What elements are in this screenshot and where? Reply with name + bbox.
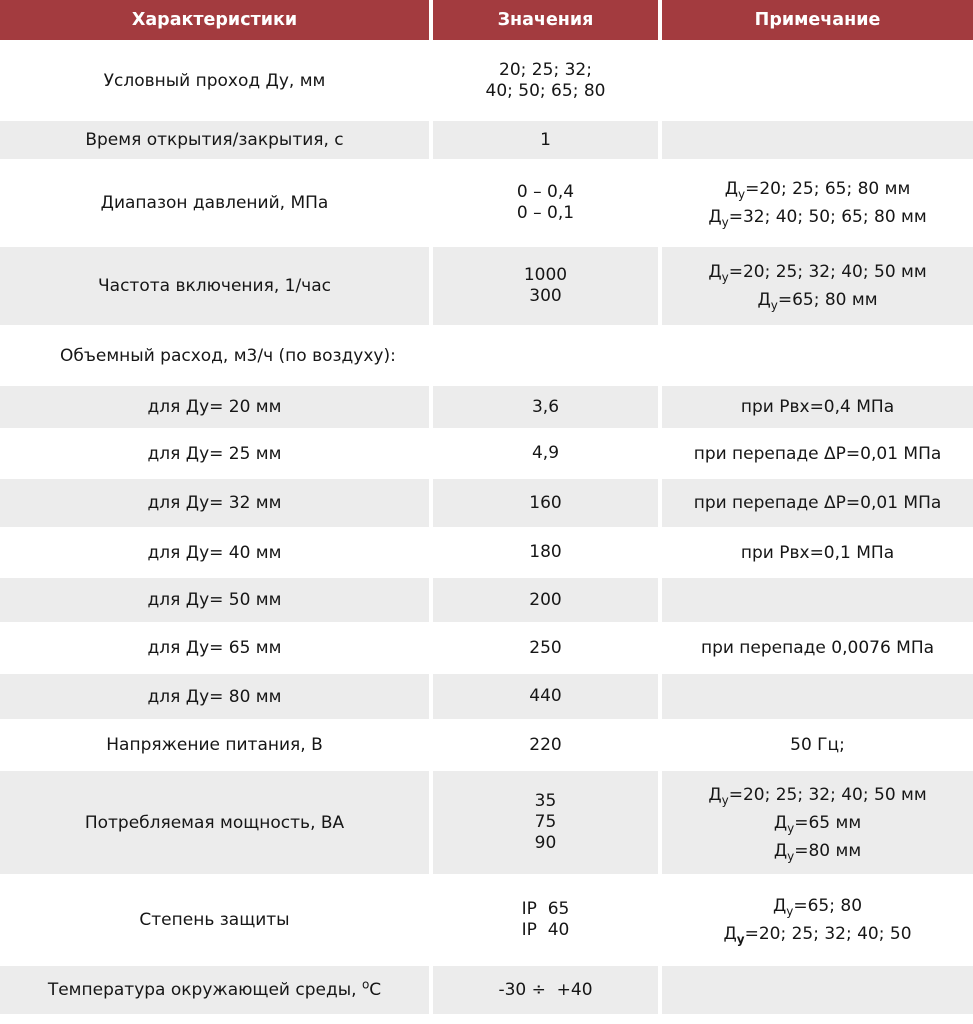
cell-text-line: 200 bbox=[529, 589, 562, 610]
cell-text-line: при перепаде 0,0076 МПа bbox=[700, 638, 935, 658]
cell-text-line: 220 bbox=[529, 734, 562, 755]
cell-text-line: 75 bbox=[534, 812, 557, 832]
cell-text-line: Частота включения, 1/час bbox=[98, 276, 331, 296]
cell-text-line: для Ду= 20 мм bbox=[147, 397, 282, 417]
cell-text-line: 20; 25; 32; bbox=[499, 59, 592, 80]
note-cell bbox=[662, 771, 973, 874]
cell-text-line: 1000 bbox=[523, 265, 568, 285]
value-cell bbox=[433, 578, 658, 622]
cell-text-line: для Ду= 25 мм bbox=[147, 443, 282, 464]
cell-text-line: 250 bbox=[529, 637, 562, 658]
table-row bbox=[0, 479, 973, 527]
characteristic-cell bbox=[0, 162, 429, 244]
characteristic-cell bbox=[0, 328, 429, 383]
value-cell bbox=[433, 966, 658, 1014]
cell-text-line: $Д_у=80$ мм bbox=[773, 840, 862, 863]
cell-text-line: при Рвх=0,1 МПа bbox=[740, 542, 895, 563]
cell-text-line: Условный проход Ду, мм bbox=[103, 70, 326, 91]
characteristic-cell bbox=[0, 722, 429, 768]
value-cell bbox=[433, 121, 658, 159]
characteristic-cell bbox=[0, 530, 429, 575]
table-row bbox=[0, 162, 973, 244]
table-row bbox=[0, 674, 973, 719]
characteristic-cell bbox=[0, 479, 429, 527]
characteristic-cell bbox=[0, 877, 429, 963]
cell-text-line: Время открытия/закрытия, с bbox=[85, 130, 344, 150]
value-cell bbox=[433, 386, 658, 428]
cell-text-line: 0 – 0,4 bbox=[516, 182, 575, 202]
header-notes: Примечание bbox=[662, 0, 973, 40]
value-cell bbox=[433, 43, 658, 118]
table-row bbox=[0, 771, 973, 874]
cell-text-line: Температура окружающей среды, $^о$С bbox=[47, 977, 382, 1000]
cell-text-line: Напряжение питания, В bbox=[106, 735, 323, 755]
table-body bbox=[0, 43, 973, 1014]
cell-text-line: 0 – 0,1 bbox=[516, 203, 575, 223]
cell-text-line: при Рвх=0,4 МПа bbox=[740, 397, 895, 417]
cell-text-line: $Д_у=32$; 40; 50; 65; 80 мм bbox=[708, 207, 927, 230]
note-cell bbox=[662, 121, 973, 159]
cell-text-line: для Ду= 40 мм bbox=[147, 542, 282, 563]
table-row bbox=[0, 431, 973, 476]
value-cell bbox=[433, 722, 658, 768]
cell-text-line: при перепаде ΔР=0,01 МПа bbox=[693, 443, 942, 464]
table-row bbox=[0, 722, 973, 768]
characteristic-cell bbox=[0, 578, 429, 622]
value-cell bbox=[433, 328, 658, 383]
cell-text-line: для Ду= 50 мм bbox=[147, 590, 282, 610]
note-cell bbox=[662, 722, 973, 768]
characteristic-cell bbox=[0, 43, 429, 118]
characteristic-cell bbox=[0, 431, 429, 476]
value-cell bbox=[433, 162, 658, 244]
note-cell bbox=[662, 479, 973, 527]
cell-text-line: $Д_у=65$; 80 bbox=[772, 896, 863, 919]
cell-text-line: 440 bbox=[529, 686, 562, 706]
header-values: Значения bbox=[433, 0, 658, 40]
cell-text-line: -30 ÷ +40 bbox=[498, 979, 593, 1000]
cell-text-line: 180 bbox=[529, 542, 562, 562]
cell-text-line: Степень защиты bbox=[139, 910, 290, 930]
header-characteristics: Характеристики bbox=[0, 0, 429, 40]
table-row bbox=[0, 43, 973, 118]
characteristic-cell bbox=[0, 771, 429, 874]
characteristic-cell bbox=[0, 121, 429, 159]
cell-text-line: 4,9 bbox=[531, 443, 560, 463]
cell-text-line: $Д_у=20$; 25; 32; 40; 50 мм bbox=[708, 262, 927, 285]
characteristic-cell bbox=[0, 966, 429, 1014]
note-cell bbox=[662, 530, 973, 575]
cell-text-line: для Ду= 32 мм bbox=[147, 493, 282, 513]
cell-text-line: 3,6 bbox=[531, 396, 560, 417]
value-cell bbox=[433, 479, 658, 527]
cell-text-line: 50 Гц; bbox=[790, 735, 845, 755]
note-cell bbox=[662, 386, 973, 428]
characteristic-cell bbox=[0, 247, 429, 325]
value-cell bbox=[433, 530, 658, 575]
note-cell bbox=[662, 674, 973, 719]
value-cell bbox=[433, 247, 658, 325]
cell-text-line: для Ду= 80 мм bbox=[147, 686, 282, 707]
table-row bbox=[0, 625, 973, 671]
table-row bbox=[0, 247, 973, 325]
cell-text-line: $Д_у=65$; 80 мм bbox=[757, 290, 878, 313]
cell-text-line: 300 bbox=[529, 286, 562, 306]
cell-text-line: 35 bbox=[534, 791, 557, 811]
characteristic-cell bbox=[0, 386, 429, 428]
cell-text-line: 40; 50; 65; 80 bbox=[485, 80, 606, 101]
table-row bbox=[0, 530, 973, 575]
cell-text-line: $Д_у=20$; 25; 65; 80 мм bbox=[724, 179, 911, 202]
characteristic-cell bbox=[0, 625, 429, 671]
cell-text-line: Диапазон давлений, МПа bbox=[100, 193, 329, 213]
note-cell bbox=[662, 625, 973, 671]
note-cell bbox=[662, 247, 973, 325]
cell-text-line: Потребляемая мощность, ВА bbox=[84, 812, 345, 833]
table-row bbox=[0, 877, 973, 963]
cell-text-line: при перепаде ΔР=0,01 МПа bbox=[693, 493, 942, 513]
table-row bbox=[0, 578, 973, 622]
note-cell bbox=[662, 328, 973, 383]
characteristic-cell bbox=[0, 674, 429, 719]
table-row bbox=[0, 328, 973, 383]
table-row bbox=[0, 121, 973, 159]
cell-text-line: $Д_у=20$; 25; 32; 40; 50 bbox=[723, 924, 912, 947]
cell-text-line: 90 bbox=[534, 833, 557, 853]
note-cell bbox=[662, 877, 973, 963]
note-cell bbox=[662, 966, 973, 1014]
cell-text-line: Объемный расход, м3/ч (по воздуху): bbox=[60, 345, 396, 366]
value-cell bbox=[433, 431, 658, 476]
cell-text-line: для Ду= 65 мм bbox=[147, 638, 282, 658]
value-cell bbox=[433, 771, 658, 874]
note-cell bbox=[662, 578, 973, 622]
note-cell bbox=[662, 43, 973, 118]
cell-text-line: $Д_у=20$; 25; 32; 40; 50 мм bbox=[708, 784, 927, 807]
note-cell bbox=[662, 162, 973, 244]
cell-text-line: IP 65 bbox=[521, 899, 570, 919]
cell-text-line: 160 bbox=[529, 492, 562, 513]
cell-text-line: IP 40 bbox=[521, 920, 570, 940]
value-cell bbox=[433, 674, 658, 719]
table-row bbox=[0, 966, 973, 1014]
cell-text-line: $Д_у=65$ мм bbox=[773, 812, 862, 835]
table-row bbox=[0, 386, 973, 428]
note-cell bbox=[662, 431, 973, 476]
value-cell bbox=[433, 877, 658, 963]
cell-text-line: 1 bbox=[540, 129, 551, 150]
table-header bbox=[0, 0, 973, 40]
value-cell bbox=[433, 625, 658, 671]
